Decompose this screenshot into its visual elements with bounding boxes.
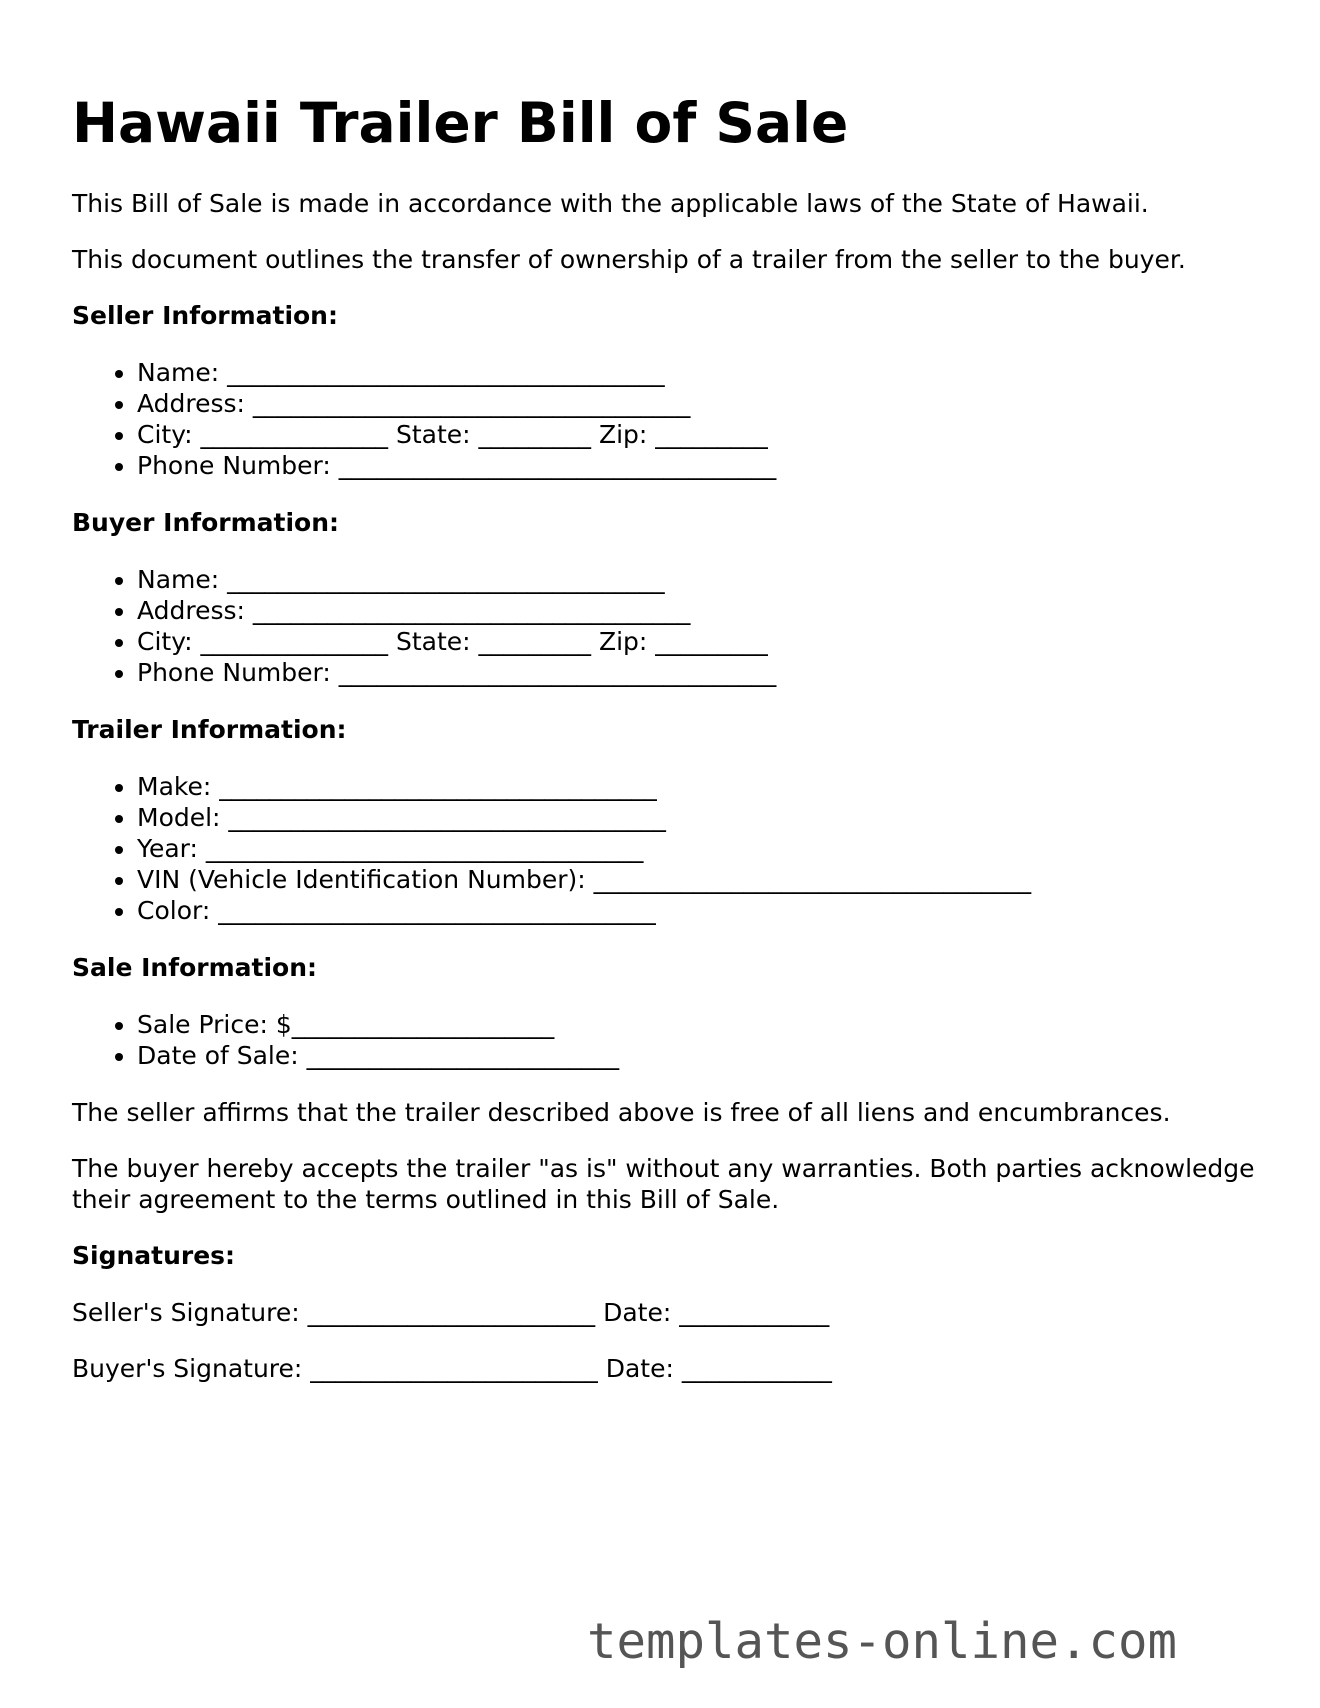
seller-address-field: • Address: ___________________________________ (137, 388, 1272, 419)
buyer-city-state-zip-field: • City: _______________ State: _________ Zip: _________ (137, 626, 1272, 657)
document-page (72, 88, 1272, 1409)
watermark: templates-online.com (586, 1613, 1177, 1670)
sale-price-field: • Sale Price: $_____________________ (137, 1009, 1272, 1040)
liens-affirmation: The seller affirms that the trailer described above is free of all liens and encumbrances. (72, 1098, 1171, 1127)
seller-phone-field: • Phone Number: ___________________________________ (137, 450, 1272, 481)
seller-info-list (72, 357, 1272, 481)
trailer-vin-field: • VIN (Vehicle Identification Number): ___________________________________ (137, 864, 1272, 895)
trailer-info-list (72, 771, 1272, 926)
buyer-name-field: • Name: ___________________________________ (137, 564, 1272, 595)
buyer-signature-line: Buyer's Signature: _______________________ Date: ____________ (72, 1354, 832, 1383)
buyer-info-list (72, 564, 1272, 688)
trailer-model-field: • Model: ___________________________________ (137, 802, 1272, 833)
buyer-phone-field: • Phone Number: ___________________________________ (137, 657, 1272, 688)
document-title: Hawaii Trailer Bill of Sale (72, 91, 849, 155)
seller-section-heading: Seller Information: (72, 301, 338, 330)
as-is-acceptance: The buyer hereby accepts the trailer "as is" without any warranties. Both parties acknowledge their agreement to the terms outlined in this Bill of Sale. (72, 1154, 1255, 1214)
sale-date-field: • Date of Sale: _________________________ (137, 1040, 1272, 1071)
intro-paragraph-2: This document outlines the transfer of ownership of a trailer from the seller to the buyer. (72, 245, 1186, 274)
seller-name-field: • Name: ___________________________________ (137, 357, 1272, 388)
seller-city-state-zip-field: • City: _______________ State: _________ Zip: _________ (137, 419, 1272, 450)
trailer-color-field: • Color: ___________________________________ (137, 895, 1272, 926)
trailer-make-field: • Make: ___________________________________ (137, 771, 1272, 802)
intro-paragraph-1: This Bill of Sale is made in accordance with the applicable laws of the State of Hawaii. (72, 189, 1149, 218)
trailer-section-heading: Trailer Information: (72, 715, 347, 744)
signatures-heading: Signatures: (72, 1241, 236, 1270)
sale-section-heading: Sale Information: (72, 953, 317, 982)
buyer-section-heading: Buyer Information: (72, 508, 340, 537)
buyer-address-field: • Address: ___________________________________ (137, 595, 1272, 626)
trailer-year-field: • Year: ___________________________________ (137, 833, 1272, 864)
sale-info-list (72, 1009, 1272, 1071)
seller-signature-line: Seller's Signature: _______________________ Date: ____________ (72, 1298, 830, 1327)
